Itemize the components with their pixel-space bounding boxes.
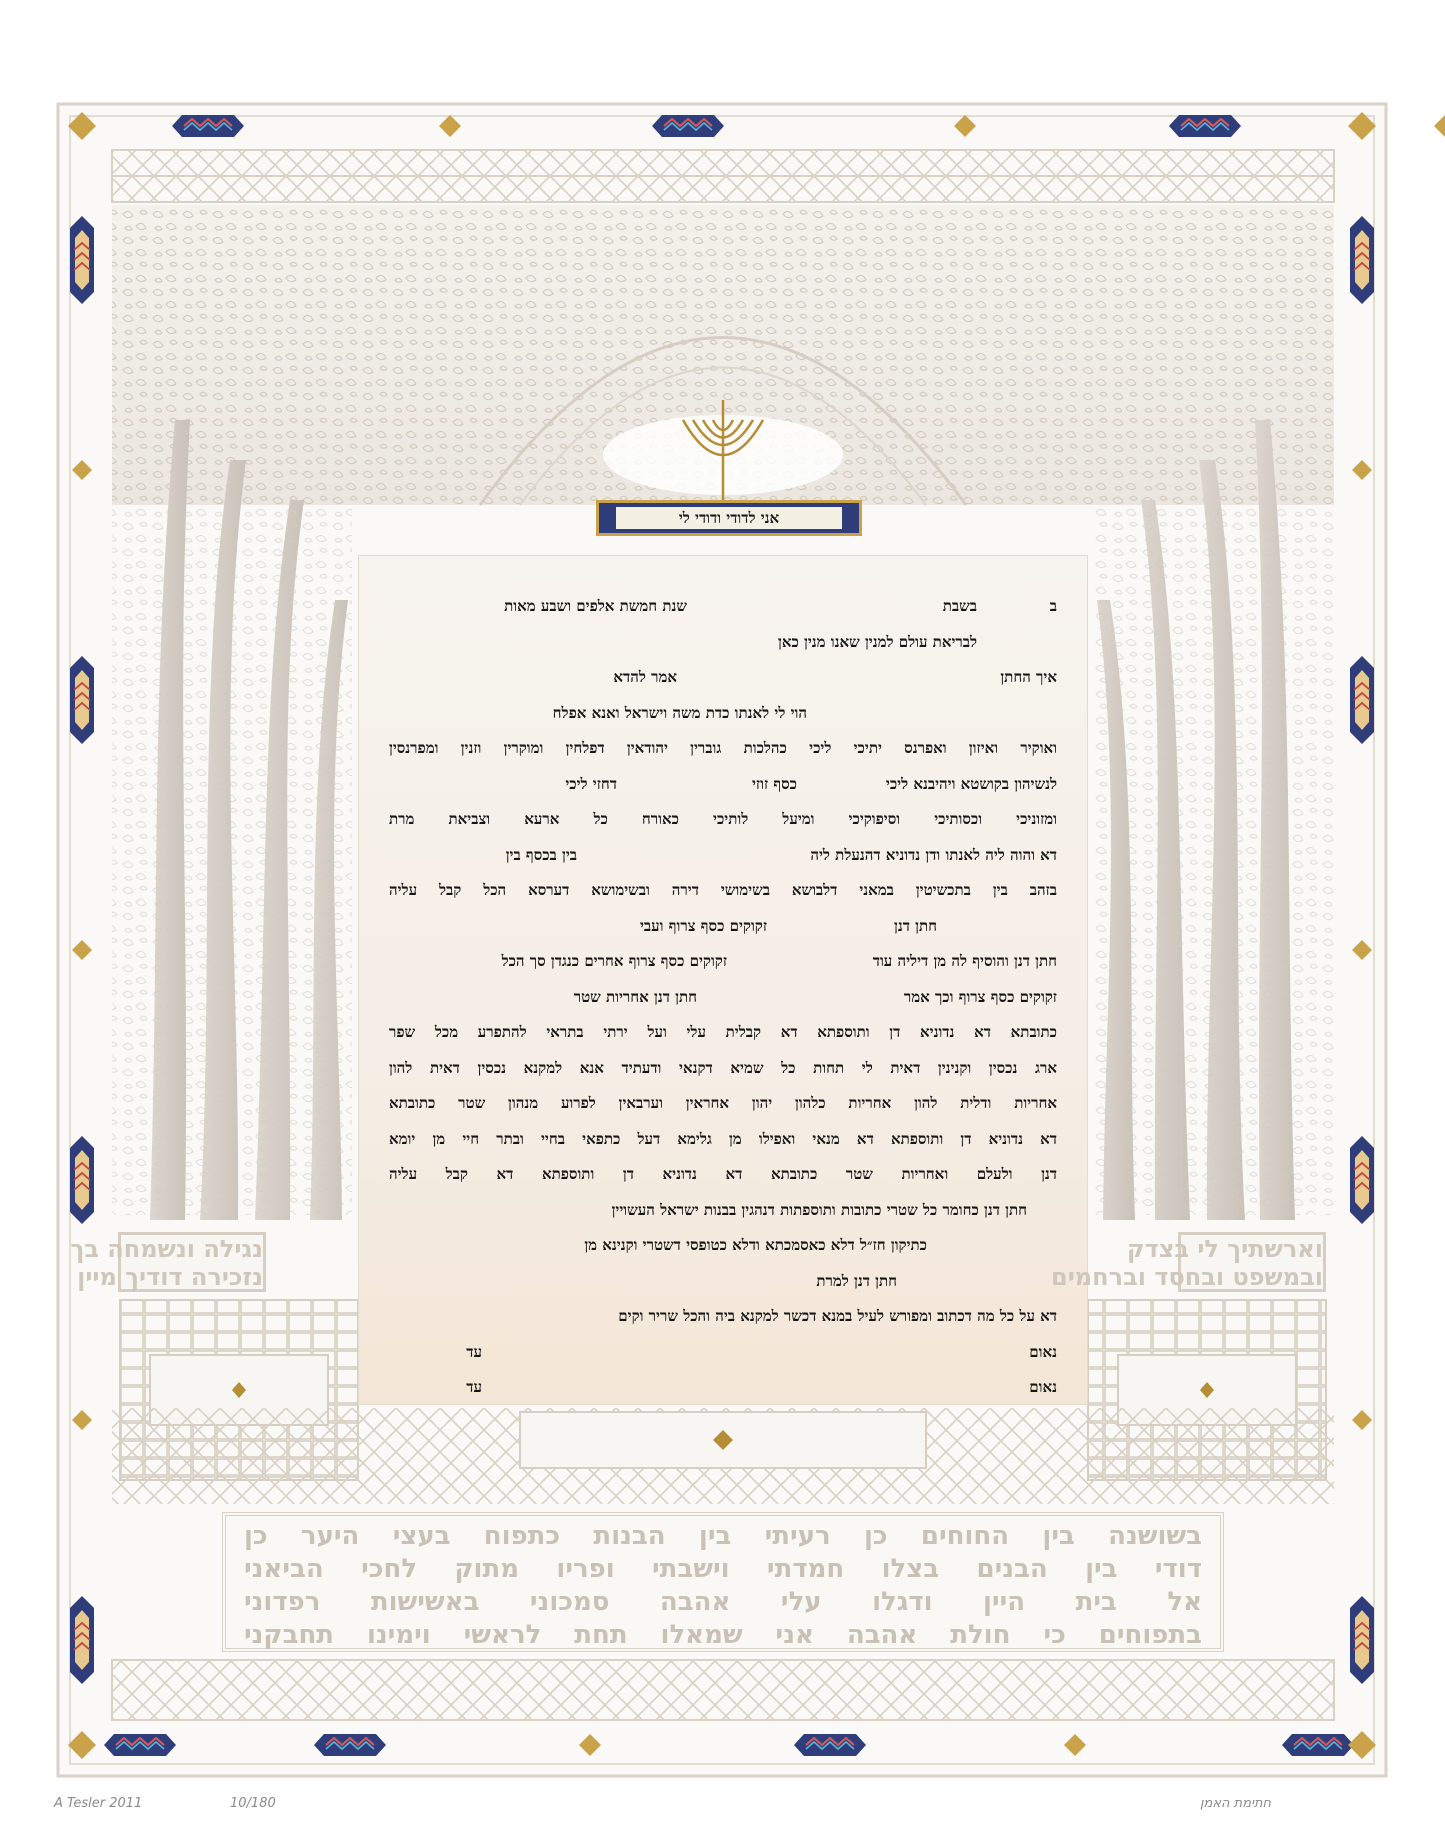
gold-diamond-icon (68, 1731, 96, 1759)
blue-ornament-icon (172, 115, 244, 137)
ketubah-line (389, 1196, 1057, 1224)
ketubah-text-segment: חתן דנן כחומר כל שטרי כתובות ותוספתות דנהגין בבנות ישראל העשויין (611, 1200, 1027, 1219)
ketubah-text-segment: ואוקיר ואיזון ואפרנס יתיכי ליכי כהלכות גוברין יהודאין דפלחין ומוקרין וזנין ומפרנסין (389, 739, 1057, 757)
verse-line: דודי בין הבנים בצלו חמדתי וישבתי ופריו מתוק לחכי הביאני (244, 1554, 1202, 1584)
ketubah-text-segment: איך החתן (1000, 668, 1057, 686)
ketubah-line (389, 1267, 1057, 1295)
ketubah-line (389, 1054, 1057, 1082)
blue-ornament-icon (104, 1734, 176, 1756)
ketubah-text-segment: זקוקים כסף צרוף ועבי (640, 916, 767, 935)
verse-line: אל בית היין ודגלו עלי אהבה סמכוני באשישות רפדוני (244, 1587, 1202, 1617)
blue-ornament-icon (1350, 216, 1374, 304)
gold-diamond-icon (72, 1410, 92, 1430)
ketubah-text-segment: חתן דנן למרת (816, 1271, 897, 1290)
ketubah-text-segment: ב (1049, 597, 1057, 615)
gold-diamond-icon (954, 115, 976, 137)
ketubah-text-segment: חתן דנן והוסיף לה מן דיליה עוד (872, 952, 1057, 970)
gold-diamond-icon (1434, 115, 1445, 137)
ketubah-line (389, 1373, 1057, 1401)
gold-diamond-icon (1064, 1734, 1086, 1756)
blue-ornament-icon (70, 216, 94, 304)
gold-diamond-icon (1348, 1731, 1376, 1759)
ketubah-line (389, 699, 1057, 727)
ketubah-text-segment: כתובתא דא נדוניא דן ותוספתא דא קבלית עלי ועל ירתי בתראי להתפרע מכל שפר (389, 1023, 1057, 1041)
ketubah-line (389, 841, 1057, 869)
ketubah-text-segment: דא נדוניא דן ותוספתא דא מנאי ואפילו מן גלימא דעל כתפאי בחיי ובתר חיי מן יומא (389, 1129, 1057, 1148)
ketubah-line (389, 1302, 1057, 1330)
verse-line: בתפוחים כי חולת אהבה אני שמאלו תחת לראשי וימינו תחבקני (244, 1620, 1202, 1650)
plinth-left-line-2: נזכירה דודיך מיין (77, 1263, 263, 1291)
ketubah-line (389, 1160, 1057, 1188)
plinth-right-line-1: וארשתיך לי בצדק (1126, 1235, 1323, 1263)
blue-ornament-icon (70, 1596, 94, 1684)
gold-diamond-icon (1352, 460, 1372, 480)
ketubah-text-segment: ומזוניכי וכסותיכי וסיפוקיכי ומיעל לותיכי כאורח כל ארעא וצביאת מרת (389, 810, 1057, 828)
ketubah-text-segment: דנן ולעלם ואחריות שטר כתובתא דא נדוניא דן ותוספתא דא קבל עליה (389, 1165, 1057, 1183)
blue-ornament-icon (652, 115, 724, 137)
ketubah-text-segment: לבריאת עולם למנין שאנו מנין כאן (778, 632, 977, 651)
song-of-songs-verse (222, 1512, 1224, 1652)
ketubah-text-segment: בשבת (942, 597, 977, 615)
blue-ornament-icon (1350, 1136, 1374, 1224)
ketubah-line (389, 805, 1057, 833)
ketubah-text-segment: חתן דנן אחריות שטר (573, 987, 697, 1006)
ketubah-text-segment: דא על כל מה דכתוב ומפורש לעיל במנא דכשר למקנא ביה והכל שריר וקים (618, 1307, 1057, 1325)
gold-diamond-icon (72, 460, 92, 480)
gold-diamond-icon (1352, 1410, 1372, 1430)
verse-line: בשושנה בין החוחים כן רעיתי בין הבנות כתפוח בעצי היער כן (244, 1521, 1202, 1551)
blue-ornament-icon (794, 1734, 866, 1756)
ketubah-text-segment: אמר להדא (613, 668, 677, 686)
ketubah-text-panel (358, 555, 1088, 1405)
plinth-left-line-1: נגילה ונשמחה בך (70, 1235, 263, 1263)
blue-ornament-icon (70, 656, 94, 744)
artist-signature: A Tesler 2011 (54, 1796, 143, 1811)
gold-diamond-icon (579, 1734, 601, 1756)
ketubah-text-segment: כסף זוזי (752, 774, 797, 793)
ketubah-line (389, 1338, 1057, 1366)
ketubah-line (389, 876, 1057, 904)
ketubah-line (389, 770, 1057, 798)
blue-ornament-icon (1350, 1596, 1374, 1684)
blue-ornament-icon (1350, 656, 1374, 744)
blue-ornament-icon (1169, 115, 1241, 137)
ketubah-text-segment: נאום (1029, 1342, 1057, 1361)
hebrew-signature: חתימת האמן (1200, 1796, 1272, 1811)
blue-ornament-icon (314, 1734, 386, 1756)
ketubah-text-segment: זקוקים כסף צרוף אחרים כנגדן סך הכל (501, 952, 727, 970)
ketubah-text-segment: בין בכסף בין (505, 845, 577, 864)
banner-text: אני לדודי ודודי לי (616, 507, 842, 529)
ketubah-line (389, 592, 1057, 620)
ketubah-text-segment: בזהב בין בתכשיטין במאני דלבושא בשימושי דירה ובשימושא דערסא הכל קבל עליה (389, 881, 1057, 899)
gold-diamond-icon (1352, 940, 1372, 960)
ketubah-text-segment: הוי לי לאנתו כדת משה וישראל ואנא אפלח (552, 703, 807, 722)
ketubah-text-segment: עד (466, 1378, 482, 1396)
blue-ornament-icon (70, 1136, 94, 1224)
ketubah-text-segment: ארג נכסין וקנינין דאית לי תחות כל שמיא דקנאי ודעתיד אנא למקנא נכסין דאית להון (389, 1058, 1057, 1077)
menorah-banner (596, 500, 862, 536)
plinth-right-text (1051, 1232, 1326, 1292)
ketubah-text-segment: זקוקים כסף צרוף וכך אמר (903, 987, 1057, 1006)
ketubah-text-segment: נאום (1029, 1378, 1057, 1396)
ketubah-line (389, 1018, 1057, 1046)
ketubah-line (389, 1231, 1057, 1259)
blue-ornament-icon (1282, 1734, 1354, 1756)
ketubah-text-segment: שנת חמשת אלפים ושבע מאות (504, 597, 687, 615)
ketubah-line (389, 983, 1057, 1011)
ketubah-line (389, 734, 1057, 762)
ketubah-line (389, 1089, 1057, 1117)
gold-diamond-icon (72, 940, 92, 960)
plinth-left-text (70, 1232, 266, 1292)
edition-number: 10/180 (230, 1796, 276, 1811)
ketubah-line (389, 628, 1057, 656)
gold-diamond-icon (1348, 112, 1376, 140)
ketubah-text-segment: דחזי ליכי (565, 774, 617, 793)
ketubah-text-segment: כתיקון חז״ל דלא כאסמכתא ודלא כטופסי דשטרי וקנינא מן (584, 1236, 927, 1254)
ketubah-line (389, 947, 1057, 975)
ketubah-text-segment: חתן דנן (894, 916, 937, 935)
ketubah-text-segment: לנשיהון בקושטא ויהיבנא ליכי (885, 774, 1057, 793)
ketubah-line (389, 663, 1057, 691)
plinth-right-line-2: ובמשפט ובחסד וברחמים (1051, 1263, 1323, 1291)
gold-diamond-icon (68, 112, 96, 140)
gold-diamond-icon (439, 115, 461, 137)
ketubah-line (389, 912, 1057, 940)
ketubah-text-segment: דא והוה ליה לאנתו ודן נדוניא דהנעלת ליה (810, 845, 1057, 864)
ketubah-text-segment: עד (466, 1342, 482, 1361)
ketubah-text-segment: אחריות ודלית להון אחריות כלהון יהון אחראין וערבאין לפרוע מנהון שטר כתובתא (389, 1094, 1057, 1112)
ketubah-line (389, 1125, 1057, 1153)
